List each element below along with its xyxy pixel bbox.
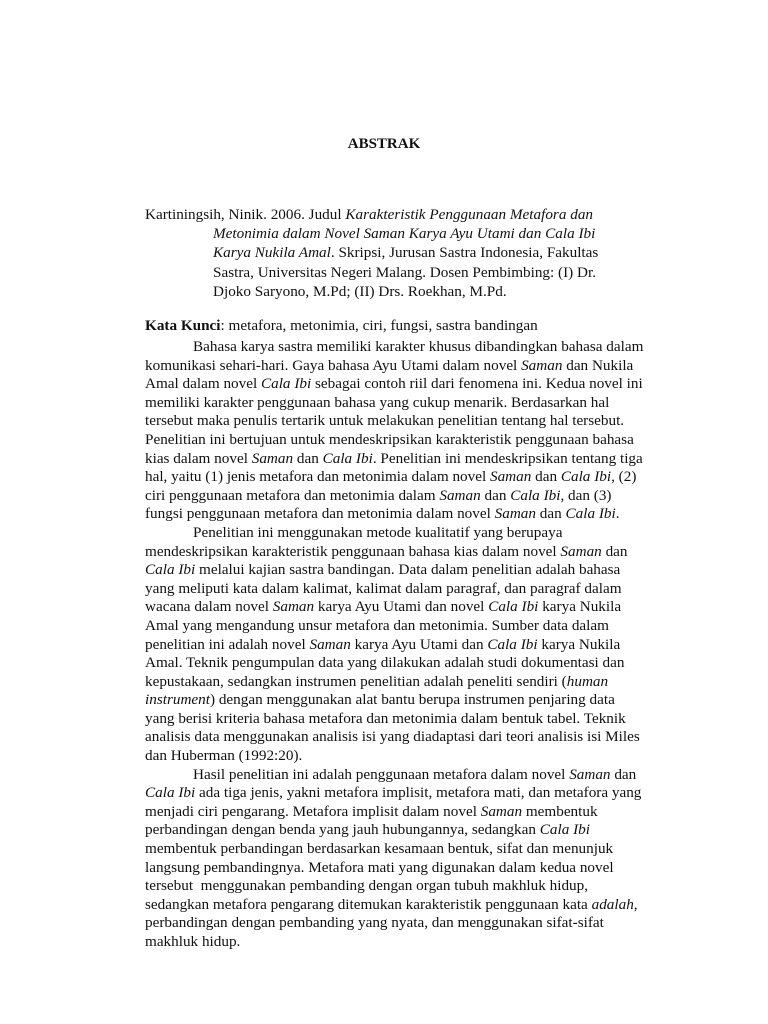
citation-line: Sastra, Universitas Negeri Malang. Dosen Pembimbing: (I) Dr. [213,263,596,281]
abstract-line: membentuk perbandingan berdasarkan kesamaan bentuk, sifat dan menunjuk [145,840,614,858]
abstract-line: wacana dalam novel Saman karya Ayu Utami dan novel Cala Ibi karya Nukila [145,598,622,616]
abstract-line: tersebut menggunakan pembanding dengan organ tubuh makhluk hidup, [145,877,589,895]
abstract-line: menjadi ciri pengarang. Metafora implisit dalam novel Saman membentuk [145,802,598,820]
abstract-line: Hasil penelitian ini adalah penggunaan metafora dalam novel Saman dan [193,765,637,783]
abstract-line: yang meliputi kata dalam kalimat, kalimat dalam paragraf, dan paragraf dalam [145,579,622,597]
abstract-line: yang berisi kriteria bahasa metafora dan metonimia dalam bentuk tabel. Teknik [145,709,626,727]
abstract-line: langsung pembandingnya. Metafora mati yang digunakan dalam kedua novel [145,858,614,876]
abstract-line: kepustakaan, sedangkan instrumen penelitian adalah peneliti sendiri (human [145,672,609,690]
citation-line: Metonimia dalam Novel Saman Karya Ayu Utami dan Cala Ibi [213,225,596,243]
abstract-line: mendeskripsikan karakteristik penggunaan bahasa kias dalam novel Saman dan [145,542,628,560]
abstract-line: tersebut maka penulis tertarik untuk melakukan penelitian tentang hal tersebut. [145,412,625,430]
abstract-line: Amal dalam novel Cala Ibi sebagai contoh riil dari fenomena ini. Kedua novel ini [145,375,643,393]
keywords-text: : metafora, metonimia, ciri, fungsi, sastra bandingan [220,317,538,334]
abstract-line: analisis data menggunakan analisis isi yang diadaptasi dari teori analisis isi Miles [145,728,640,746]
abstract-line: Cala Ibi ada tiga jenis, yakni metafora implisit, metafora mati, dan metafora yang [145,784,642,802]
abstract-line: instrument) dengan menggunakan alat bantu berupa instrumen penjaring data [145,691,615,709]
abstract-line: dan Huberman (1992:20). [145,747,303,765]
keywords-line [145,316,625,335]
abstract-line: Amal. Teknik pengumpulan data yang dilakukan adalah studi dokumentasi dan [145,654,625,672]
abstract-line: komunikasi sehari-hari. Gaya bahasa Ayu Utami dalam novel Saman dan Nukila [145,356,634,374]
abstract-line: sedangkan metafora pengarang ditemukan karakteristik penggunaan kata adalah, [145,895,638,913]
abstract-line: penelitian ini adalah novel Saman karya Ayu Utami dan Cala Ibi karya Nukila [145,635,621,653]
abstract-line: perbandingan dengan benda yang jauh hubungannya, sedangkan Cala Ibi [145,821,590,839]
citation-block [145,205,625,301]
abstract-line: makhluk hidup. [145,933,241,950]
abstract-line: hal, yaitu (1) jenis metafora dan metonimia dalam novel Saman dan Cala Ibi, (2) [145,468,637,486]
citation-line: Djoko Saryono, M.Pd; (II) Drs. Roekhan, M.Pd. [213,282,507,300]
citation-line: Kartiningsih, Ninik. 2006. Judul Karakteristik Penggunaan Metafora dan [145,206,594,223]
citation-line: Karya Nukila Amal. Skripsi, Jurusan Sastra Indonesia, Fakultas [213,244,599,262]
keywords-label: Kata Kunci [145,317,221,334]
abstract-line: memiliki karakter penggunaan bahasa yang cukup menarik. Berdasarkan hal [145,393,610,411]
abstract-body [145,338,645,952]
abstract-line: ciri penggunaan metafora dan metonimia dalam Saman dan Cala Ibi, dan (3) [145,486,612,504]
abstract-line: Cala Ibi melalui kajian sastra bandingan. Data dalam penelitian adalah bahasa [145,561,621,579]
abstract-line: fungsi penggunaan metafora dan metonimia dalam novel Saman dan Cala Ibi. [145,505,620,523]
abstract-line: Penelitian ini menggunakan metode kualitatif yang berupaya [193,523,563,541]
page-title: ABSTRAK [347,136,421,152]
abstract-line: Penelitian ini bertujuan untuk mendeskripsikan karakteristik penggunaan bahasa [145,430,634,448]
abstract-line: perbandingan dengan pembanding yang nyata, dan menggunakan sifat-sifat [145,914,604,932]
abstract-line: Bahasa karya sastra memiliki karakter khusus dibandingkan bahasa dalam [193,338,644,355]
abstract-line: kias dalam novel Saman dan Cala Ibi. Penelitian ini mendeskripsikan tentang tiga [145,449,643,467]
abstract-line: Amal yang mengandung unsur metafora dan metonimia. Sumber data dalam [145,616,609,634]
